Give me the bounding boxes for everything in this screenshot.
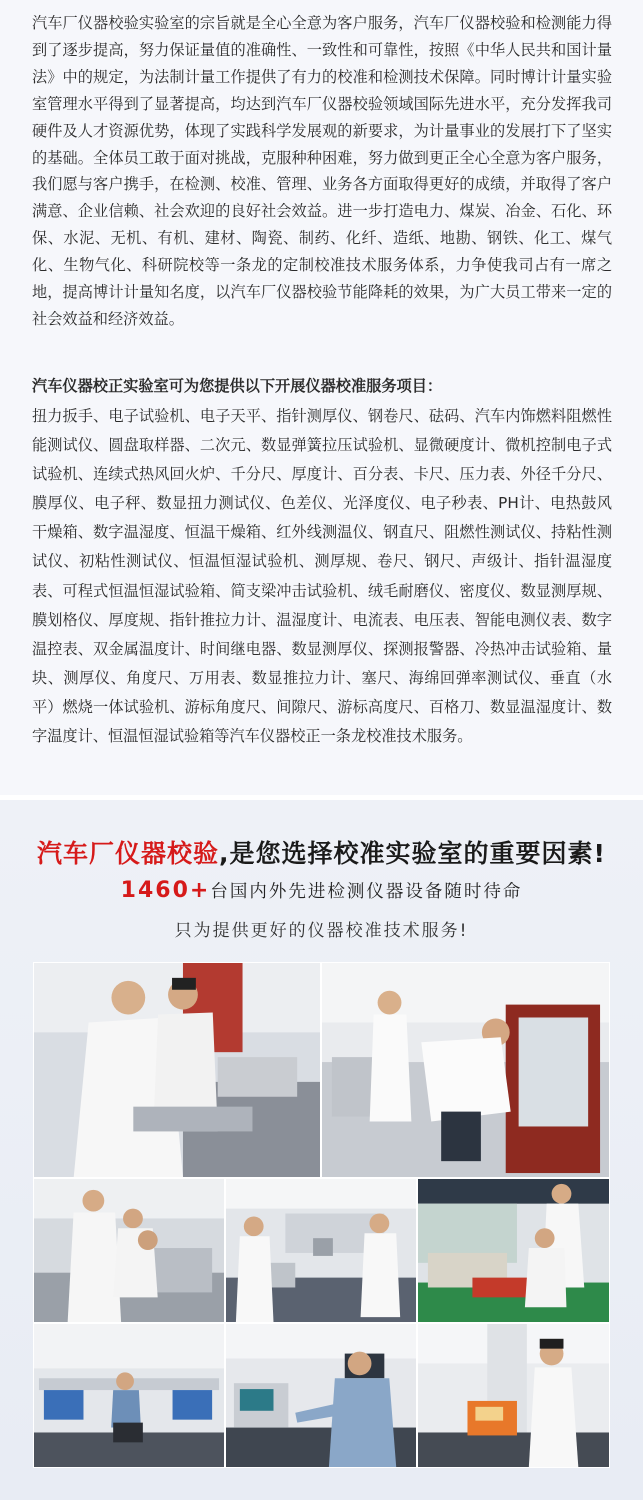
promo-title — [0, 834, 643, 870]
photo-lab-balance-room — [225, 1178, 417, 1323]
equipment-count-line — [0, 878, 643, 903]
photo-team-testing-machine — [33, 1178, 225, 1323]
photo-technicians-instrument-bench — [33, 962, 321, 1178]
services-heading: 汽车仪器校正实验室可为您提供以下开展仪器校准服务项目： — [32, 377, 443, 395]
promo-title-rest: ,是您选择校准实验室的重要因素! — [219, 839, 606, 868]
photo-lab-workstations — [33, 1323, 225, 1468]
photo-technician-oscilloscope — [225, 1323, 417, 1468]
services-list: 扭力扳手、电子试验机、电子天平、指针测厚仪、钢卷尺、砝码、汽车内饰燃料阻燃性能测试仪、圆盘取样器、二次元、数显弹簧拉压试验机、显微硬度计、微机控制电子式试验机、连续式热风回火炉、千分尺、厚度计、百分表、卡尺、压力表、外径千分尺、膜厚仪、电子秤、数显扭力测试仪、色差仪、光泽度仪、电子秒表、PH计、电热鼓风干燥箱、数字温湿度、恒温干燥箱、红外线测温仪、钢直尺、阻燃性测试仪、持粘性测试仪、初粘性测试仪、恒温恒湿试验机、测厚规、卷尺、钢尺、声级计、指针温湿度表、可程式恒温恒湿试验箱、简支梁冲击试验机、绒毛耐磨仪、密度仪、数显测厚规、膜划格仪、厚度规、指针推拉力计、温湿度计、电流表、电压表、智能电测仪表、数字温控表、双金属温度计、时间继电器、数显测厚仪、探测报警器、冷热冲击试验箱、量块、测厚仪、角度尺、万用表、数显推拉力计、塞尺、海绵回弹率测试仪、垂直（水平）燃烧一体试验机、游标角度尺、间隙尺、游标高度尺、百格刀、数显温湿度计、数字温度计、恒温恒湿试验箱等汽车仪器校正一条龙校准技术服务。 — [32, 407, 612, 746]
equipment-count: 1460+ — [120, 878, 211, 903]
equipment-count-text: 台国内外先进检测仪器设备随时待命 — [210, 882, 523, 902]
photo-technician-orange-device — [417, 1323, 610, 1468]
promo-section — [0, 800, 643, 1500]
photo-technician-cabinet-balance — [321, 962, 610, 1178]
promo-subtitle: 只为提供更好的仪器校准技术服务! — [174, 921, 469, 941]
photo-technician-signal-generator — [417, 1178, 610, 1323]
promo-title-highlight: 汽车厂仪器校验 — [37, 839, 220, 868]
intro-paragraph: 汽车厂仪器校验实验室的宗旨就是全心全意为客户服务，汽车厂仪器校验和检测能力得到了逐步提高，努力保证量值的准确性、一致性和可靠性，按照《中华人民共和国计量法》中的规定，为法制计量工作提供了有力的校准和检测技术保障。同时博计计量实验室管理水平得到了显著提高，均达到汽车厂仪器校验领域国际先进水平，充分发挥我司硬件及人才资源优势，体现了实践科学发展观的新要求，为计量事业的发展打下了坚实的基础。全体员工敢于面对挑战，克服种种困难，努力做到更正全心全意为客户服务，我们愿与客户携手，在检测、校准、管理、业务各方面取得更好的成绩，并取得了客户满意、企业信赖、社会欢迎的良好社会效益。进一步打造电力、煤炭、冶金、石化、环保、水泥、无机、有机、建材、陶瓷、制药、化纤、造纸、地勘、钢铁、化工、煤气化、生物气化、科研院校等一条龙的定制校准技术服务体系，力争使我司占有一席之地，提高博计计量知名度，以汽车厂仪器校验节能降耗的效果，为广大员工带来一定的社会效益和经济效益。 — [32, 14, 612, 328]
